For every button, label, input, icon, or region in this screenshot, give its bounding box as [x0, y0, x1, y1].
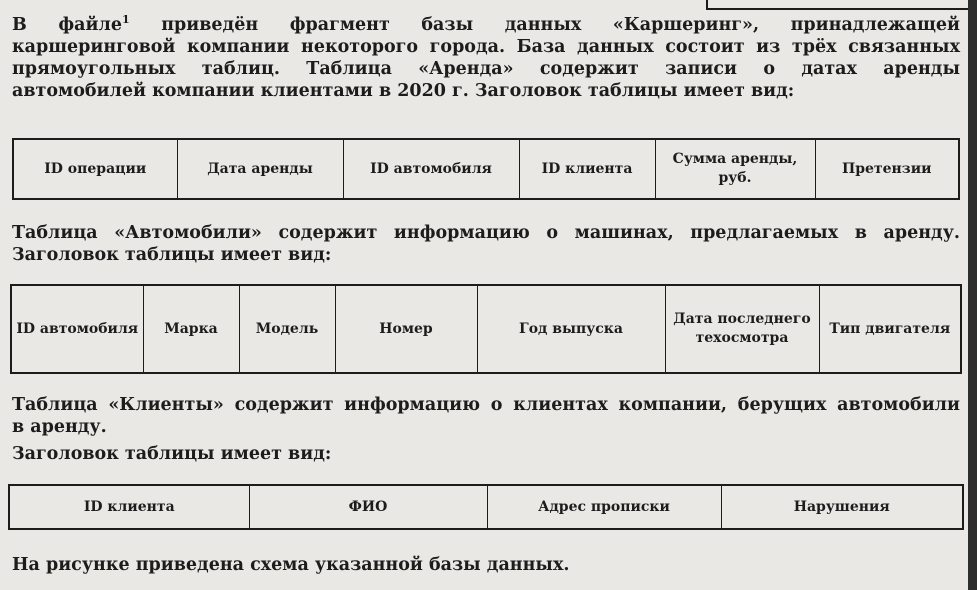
intro-line-4: автомобилей компании клиентами в 2020 г. Заголовок таблицы имеет вид: — [12, 81, 795, 101]
intro-line-3: прямоугольных таблиц. Таблица «Аренда» содержит записи о датах аренды — [12, 59, 960, 79]
intro-line-1: В файле$^1$ приведён фрагмент базы данных «Каршеринг», принадлежащей — [12, 13, 960, 35]
clients-paragraph — [12, 394, 960, 465]
cars-col-year: Год выпуска — [477, 285, 665, 373]
cars-col-model: Модель — [239, 285, 335, 373]
cars-col-car-id: ID автомобиля — [11, 285, 143, 373]
closing-paragraph — [12, 554, 960, 576]
rental-col-client-id: ID клиента — [519, 139, 655, 199]
rental-col-claims: Претензии — [815, 139, 959, 199]
clients-line-3: Заголовок таблицы имеет вид: — [12, 444, 332, 464]
cars-col-brand: Марка — [143, 285, 239, 373]
rental-table-header — [12, 138, 960, 200]
cars-paragraph — [12, 222, 960, 266]
rental-col-rental-date: Дата аренды — [177, 139, 343, 199]
clients-line-2: в аренду. — [12, 417, 107, 437]
rental-col-car-id: ID автомобиля — [343, 139, 519, 199]
cars-col-plate: Номер — [335, 285, 477, 373]
rental-col-amount: Сумма аренды, руб. — [655, 139, 815, 199]
footnote-marker: 1 — [121, 13, 130, 27]
cars-col-inspection-date: Дата последнего техосмотра — [665, 285, 819, 373]
intro-paragraph — [12, 14, 960, 102]
previous-box-edge — [706, 0, 968, 10]
cars-line-1: Таблица «Автомобили» содержит информацию о машинах, предлагаемых в аренду. — [12, 223, 960, 243]
cars-line-2: Заголовок таблицы имеет вид: — [12, 245, 332, 265]
clients-table-header — [8, 484, 964, 530]
clients-col-client-id: ID клиента — [9, 485, 249, 529]
clients-col-violations: Нарушения — [721, 485, 963, 529]
clients-col-full-name: ФИО — [249, 485, 487, 529]
intro-line-2: каршеринговой компании некоторого города. База данных состоит из трёх связанных — [12, 37, 960, 57]
clients-col-address: Адрес прописки — [487, 485, 721, 529]
clients-line-1: Таблица «Клиенты» содержит информацию о клиентах компании, берущих автомобили — [12, 395, 960, 415]
closing-line: На рисунке приведена схема указанной базы данных. — [12, 555, 570, 575]
rental-col-operation-id: ID операции — [13, 139, 177, 199]
cars-table-header — [10, 284, 962, 374]
cars-col-engine-type: Тип двигателя — [819, 285, 961, 373]
